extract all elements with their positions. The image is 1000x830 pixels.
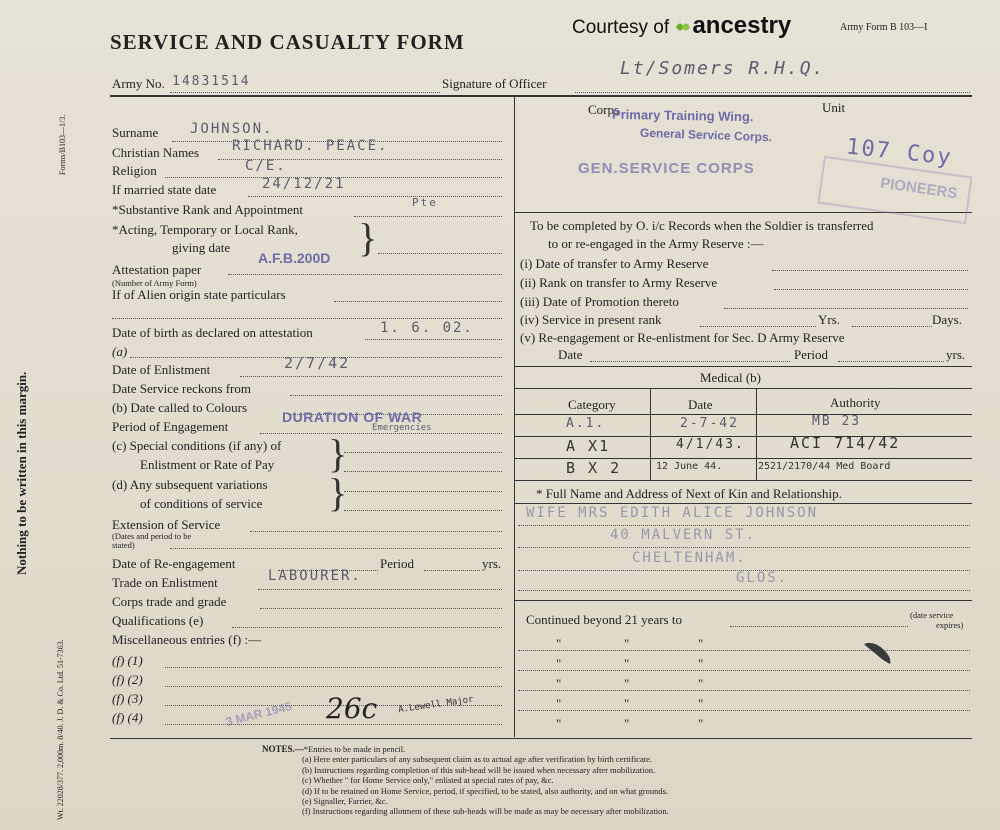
- ditto-4a: ": [556, 696, 562, 711]
- reserve-item-5: (v) Re-engagement or Re-enlistment for Sec. D Army Reserve: [520, 330, 845, 345]
- giving-date-label: giving date: [172, 240, 231, 255]
- note-e: (e) Signaller, Farrier, &c.: [302, 796, 388, 807]
- courtesy-banner: [572, 12, 791, 40]
- ditto-2a: ": [556, 656, 562, 671]
- service-reckons-label: Date Service reckons from: [112, 381, 251, 396]
- reserve-period-label: Period: [794, 347, 828, 362]
- note-d: (d) If to be retained on Home Service, period, if specified, to be stated, also authority, and on what grounds.: [302, 785, 669, 796]
- signature-label: Signature of Officer: [442, 76, 547, 91]
- note-c: (c) Whether " for Home Service only," enlisted at special rates of pay, &c.: [302, 775, 554, 786]
- trade-on-enlistment-value: LABOURER.: [268, 568, 362, 584]
- subsequent-variations-label: (d) Any subsequent variations: [112, 477, 268, 492]
- attestation-stamp: A.F.B.200D: [258, 250, 331, 266]
- printer-reference: Wt. 22028/377. 2,000m. 8/40. J. D. & Co. Ltd. 51-7363.: [56, 639, 65, 820]
- gen-service-corps-stamp: GEN.SERVICE CORPS: [578, 160, 755, 177]
- medical-row-1-date: 2-7-42: [680, 416, 739, 431]
- reserve-item-1: (i) Date of transfer to Army Reserve: [520, 256, 709, 271]
- kin-line-4: GLOS.: [736, 570, 789, 586]
- form-number: Army Form B 103—I: [840, 22, 928, 33]
- re-engagement-period-label: Period: [380, 556, 414, 571]
- f-item-4: (f) (4): [112, 710, 143, 725]
- unit-label: Unit: [822, 100, 846, 115]
- f4-signature: A.Lewell Major: [397, 694, 475, 716]
- enlistment-date-value: 2/7/42: [284, 354, 351, 372]
- ditto-1c: ": [698, 636, 704, 651]
- re-engagement-yrs-label: yrs.: [482, 556, 502, 571]
- married-date-label: If married state date: [112, 182, 217, 197]
- substantive-rank-value: Pte: [412, 196, 438, 209]
- ditto-2c: ": [698, 656, 704, 671]
- medical-row-2-date: 4/1/43.: [676, 437, 745, 452]
- note-a: (a) Here enter particulars of any subsequent claim as to actual age after verification by birth certificate.: [302, 754, 652, 765]
- ditto-5c: ": [698, 716, 704, 731]
- qualifications-label: Qualifications (e): [112, 613, 204, 628]
- christian-names-label: Christian Names: [112, 145, 200, 160]
- medical-header-authority: Authority: [830, 395, 881, 410]
- service-form-sheet: Nothing to be written in this margin. Forms/B103—1/3. Wt. 22028/377. 2,000m. 8/40. J. D. & Co. Ltd. 51-7363. Courtesy of ancestry Army Form B 103—I SERVICE AND CASUALTY FORM Army No. 14831514 Signature of Officer Lt/Somers R.H.Q. Surname JOHNSON. Christian Names RICHARD. PEACE. Religion C/E. If married state date 24/12/21 *Substantive Rank and Appointment Pte *Acting, Temporary or Local Rank, giving date } Attestation paper (Number of Army Form) A.F.B.200D If of Alien origin state particulars Date of birth as declared on attestation 1. 6. 02. (a) Date of Enlistment 2/7/42 Date Service reckons from (b) Date called to Colours Period of Engagement DURATION OF WAR Emergencies (c) Special conditions (if any) of Enlistment or Rate of Pay } (d) Any subsequent variations of conditions of service } Extension of Service (Dates and period to be stated) Date of Re-engagement Period yrs. Trade on Enlistment LABOURER. Corps trade and grade Qualifications (e) Miscellaneous entries (f) :— (f) (1) (f) (2) (f) (3) (f) (4) 3 MAR 1945 26c A.Lewell Major Corps Unit Primary Training Wing. General Service Corps. GEN.SERVICE CORPS 107 Coy PIONEERS To be completed by O. i/c Records when the Soldier is transferred to or re-engaged in the Army Reserve :— (i) Date of transfer to Army Reserve (ii) Rank on transfer to Army Reserve (iii) Date of Promotion thereto (iv) Service in present rank Yrs. Days. (v) Re-engagement or Re-enlistment for Sec. D Army Reserve Date Period yrs. Medical (b) Category Date Authority A.1. 2-7-42 MB 23 A X1 4/1/43. ACI 714/42 B X 2 12 June 44. 2521/2170/44 Med Board * Full Name and Address of Next of Kin and Relationship. WIFE MRS EDITH ALICE JOHNSON 40 MALVERN ST. CHELTENHAM. GLOS. Continued beyond 21 years to (date service expires) " " " " " " " " " " " " " " " NOTES.—*Entries to be made in pencil. (a) Here enter particulars of any subsequent claim as to actual age after verification by birth certificate. (b) Instructions regarding completion of this sub-head will be issued when necessary after mobilization. (c) Whether " for Home Service only," enlisted at special rates of pay, &c. (d) If to be retained on Home Service, period, if specified, to be stated, also authority, and on what grounds. (e) Signaller, Farrier, &c. (f) Instructions regarding allotment of these sub-heads will be made as may be necessary after mobilization.: [0, 0, 1000, 830]
- kin-line-2: 40 MALVERN ST.: [610, 527, 757, 543]
- continued-label: Continued beyond 21 years to: [526, 612, 682, 627]
- reserve-item-3: (iii) Date of Promotion thereto: [520, 294, 679, 309]
- medical-row-2-authority: ACI 714/42: [790, 434, 901, 452]
- ditto-5b: ": [624, 716, 630, 731]
- note-a-marker: (a): [112, 344, 128, 359]
- trade-on-enlistment-label: Trade on Enlistment: [112, 575, 218, 590]
- called-to-colours-label: (b) Date called to Colours: [112, 400, 248, 415]
- medical-row-3-authority: 2521/2170/44 Med Board: [758, 461, 891, 472]
- reserve-item-4: (iv) Service in present rank: [520, 312, 662, 327]
- medical-row-3-date: 12 June 44.: [656, 461, 723, 472]
- ditto-5a: ": [556, 716, 562, 731]
- medical-row-1-category: A.1.: [566, 416, 606, 431]
- note-b: (b) Instructions regarding completion of this sub-head will be issued when necessary after mobilization.: [302, 764, 656, 775]
- notes-heading: NOTES.—: [262, 744, 304, 754]
- ditto-2b: ": [624, 656, 630, 671]
- reserve-item-2: (ii) Rank on transfer to Army Reserve: [520, 275, 718, 290]
- ink-blot-icon: [860, 638, 900, 668]
- notes-block: [262, 744, 669, 817]
- center-divider: [514, 95, 515, 737]
- medical-header-category: Category: [568, 397, 616, 412]
- forms-reference: Forms/B103—1/3.: [58, 114, 67, 175]
- corps-label: Corps: [588, 102, 620, 117]
- emergencies-note: Emergencies: [372, 423, 432, 433]
- general-service-stamp: General Service Corps.: [639, 125, 773, 145]
- acting-rank-label: *Acting, Temporary or Local Rank,: [112, 222, 298, 237]
- army-no-value: 14831514: [172, 74, 251, 89]
- kin-line-3: CHELTENHAM.: [632, 550, 747, 566]
- ancestry-leaf-icon: [674, 19, 692, 35]
- special-conditions-label: (c) Special conditions (if any) of: [112, 438, 282, 453]
- corps-trade-label: Corps trade and grade: [112, 594, 227, 609]
- reserve-heading-1: To be completed by O. i/c Records when the Soldier is transferred: [530, 218, 874, 233]
- surname-value: JOHNSON.: [190, 121, 274, 137]
- reserve-yrs-label: Yrs.: [818, 312, 841, 327]
- subsequent-variations-label-2: of conditions of service: [140, 496, 263, 511]
- continued-expires-1: (date service: [910, 610, 954, 620]
- f-item-1: (f) (1): [112, 653, 143, 668]
- ditto-4c: ": [698, 696, 704, 711]
- ditto-3b: ": [624, 676, 630, 691]
- continued-expires-2: expires): [936, 620, 964, 630]
- enlistment-date-label: Date of Enlistment: [112, 362, 211, 377]
- f-item-3: (f) (3): [112, 691, 143, 706]
- ancestry-brand: ancestry: [692, 12, 792, 39]
- note-f: (f) Instructions regarding allotment of these sub-heads will be made as may be necessary after mobilization.: [302, 806, 669, 817]
- ditto-3c: ": [698, 676, 704, 691]
- ditto-4b: ": [624, 696, 630, 711]
- army-no-label: Army No.: [112, 76, 165, 91]
- medical-heading: Medical (b): [700, 370, 762, 385]
- bottom-rule: [110, 738, 972, 739]
- medical-row-2-category: A X1: [566, 437, 611, 455]
- religion-value: C/E.: [245, 158, 287, 174]
- ditto-3a: ": [556, 676, 562, 691]
- reserve-days-label: Days.: [932, 312, 962, 327]
- dob-value: 1. 6. 02.: [380, 320, 474, 336]
- surname-label: Surname: [112, 125, 159, 140]
- unit-value: 107 Coy: [844, 134, 954, 171]
- extension-of-service-label: Extension of Service: [112, 517, 221, 532]
- top-rule: [110, 95, 972, 97]
- signature-value: Lt/Somers R.H.Q.: [620, 58, 826, 79]
- ditto-1a: ": [556, 636, 562, 651]
- christian-names-value: RICHARD. PEACE.: [232, 138, 389, 154]
- special-conditions-label-2: Enlistment or Rate of Pay: [140, 457, 275, 472]
- next-of-kin-heading: * Full Name and Address of Next of Kin and Relationship.: [536, 486, 842, 501]
- form-title: SERVICE AND CASUALTY FORM: [110, 30, 465, 54]
- reserve-yrs2-label: yrs.: [946, 347, 966, 362]
- medical-row-3-category: B X 2: [566, 459, 622, 477]
- ditto-1b: ": [624, 636, 630, 651]
- dob-label: Date of birth as declared on attestation: [112, 325, 313, 340]
- primary-training-stamp: Primary Training Wing.: [611, 106, 754, 125]
- date-stamp: 3 MAR 1945: [224, 699, 294, 729]
- notes-first: *Entries to be made in pencil.: [303, 744, 406, 754]
- re-engagement-label: Date of Re-engagement: [112, 556, 236, 571]
- substantive-rank-label: *Substantive Rank and Appointment: [112, 202, 304, 217]
- pioneers-stamp: PIONEERS: [879, 174, 959, 203]
- attestation-sub: (Number of Army Form): [112, 278, 197, 288]
- kin-line-1: WIFE MRS EDITH ALICE JOHNSON: [526, 505, 819, 521]
- religion-label: Religion: [112, 163, 157, 178]
- reserve-heading-2: to or re-engaged in the Army Reserve :—: [548, 236, 764, 251]
- medical-row-1-authority: MB 23: [812, 414, 862, 429]
- miscellaneous-label: Miscellaneous entries (f) :—: [112, 632, 262, 647]
- f-item-2: (f) (2): [112, 672, 143, 687]
- alien-origin-label: If of Alien origin state particulars: [112, 287, 286, 302]
- f4-value: 26c: [326, 692, 378, 725]
- attestation-label: Attestation paper: [112, 262, 202, 277]
- margin-warning: Nothing to be written in this margin.: [14, 371, 29, 575]
- courtesy-prefix: Courtesy of: [572, 17, 670, 38]
- medical-header-date: Date: [688, 397, 713, 412]
- married-date-value: 24/12/21: [262, 176, 346, 192]
- duration-of-war-stamp: DURATION OF WAR: [282, 409, 423, 425]
- extension-sub: (Dates and period to be stated): [112, 531, 192, 550]
- reserve-date-label: Date: [558, 347, 583, 362]
- period-of-engagement-label: Period of Engagement: [112, 419, 229, 434]
